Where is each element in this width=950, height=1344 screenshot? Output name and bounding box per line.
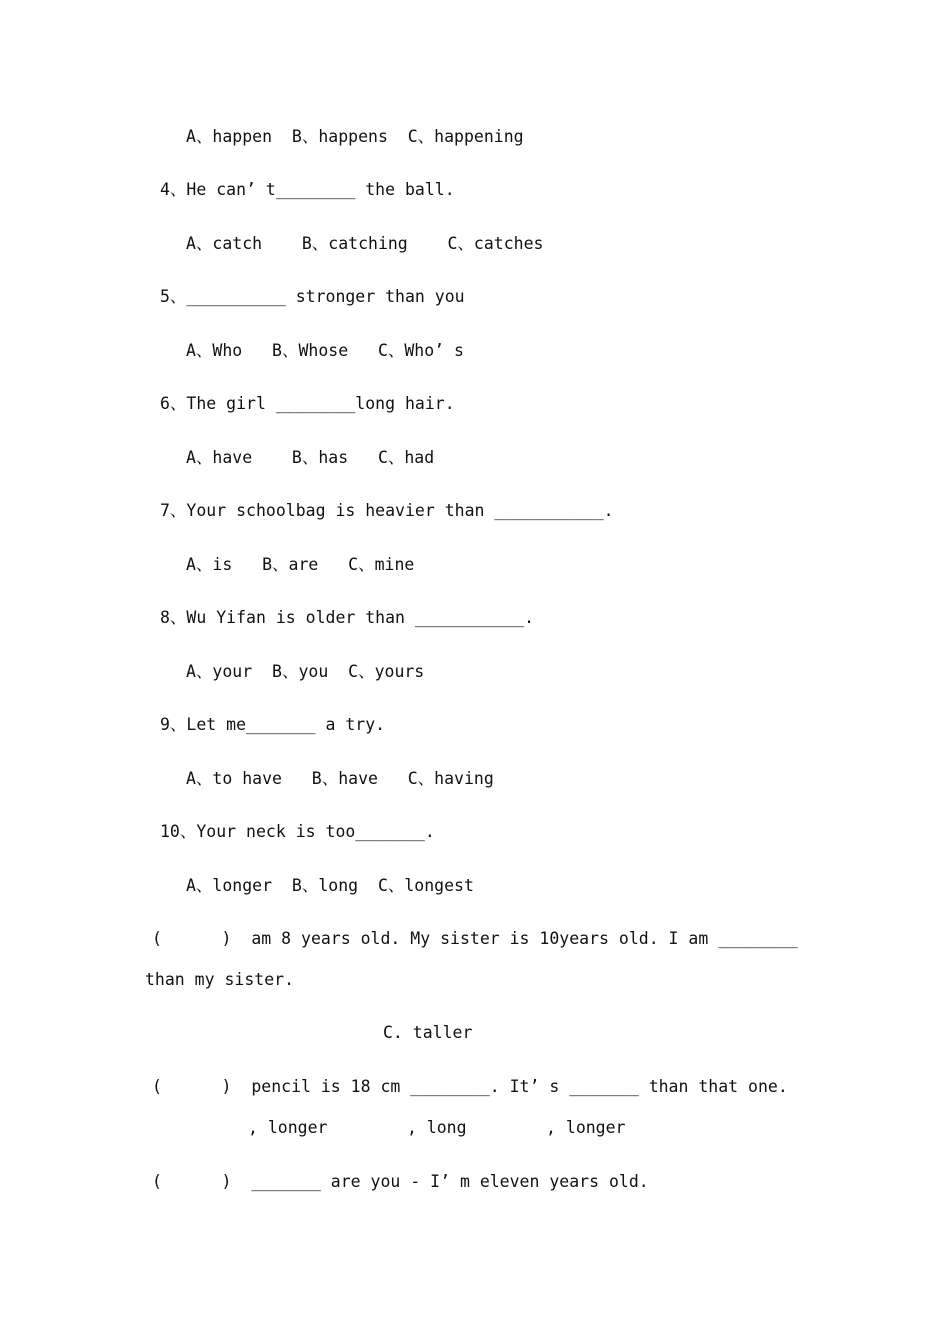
- question-10: 10、Your neck is too_______.: [160, 822, 435, 841]
- options-q5: A、Who B、Whose C、Who’ s: [186, 341, 464, 360]
- options-bracket-2: , longer , long , longer: [248, 1118, 626, 1137]
- question-7: 7、Your schoolbag is heavier than ___________.: [160, 501, 614, 520]
- question-5: 5、__________ stronger than you: [160, 287, 465, 306]
- options-q3: A、happen B、happens C、happening: [186, 127, 524, 146]
- options-q7: A、is B、are C、mine: [186, 555, 415, 574]
- question-6: 6、The girl ________long hair.: [160, 394, 455, 413]
- options-q10: A、longer B、long C、longest: [186, 876, 474, 895]
- bracket-question-2: ( ) pencil is 18 cm ________. It’ s _______ than that one.: [152, 1077, 788, 1096]
- bracket-question-1-continued: than my sister.: [145, 970, 295, 989]
- options-q6: A、have B、has C、had: [186, 448, 435, 467]
- bracket-question-1: ( ) am 8 years old. My sister is 10years old. I am ________: [152, 929, 798, 948]
- question-8: 8、Wu Yifan is older than ___________.: [160, 608, 535, 627]
- options-bracket-1: C. taller: [383, 1023, 473, 1042]
- question-9: 9、Let me_______ a try.: [160, 715, 386, 734]
- options-q4: A、catch B、catching C、catches: [186, 234, 544, 253]
- bracket-question-3: ( ) _______ are you - I’ m eleven years old.: [152, 1172, 649, 1191]
- options-q8: A、your B、you C、yours: [186, 662, 425, 681]
- question-4: 4、He can’ t________ the ball.: [160, 180, 455, 199]
- options-q9: A、to have B、have C、having: [186, 769, 494, 788]
